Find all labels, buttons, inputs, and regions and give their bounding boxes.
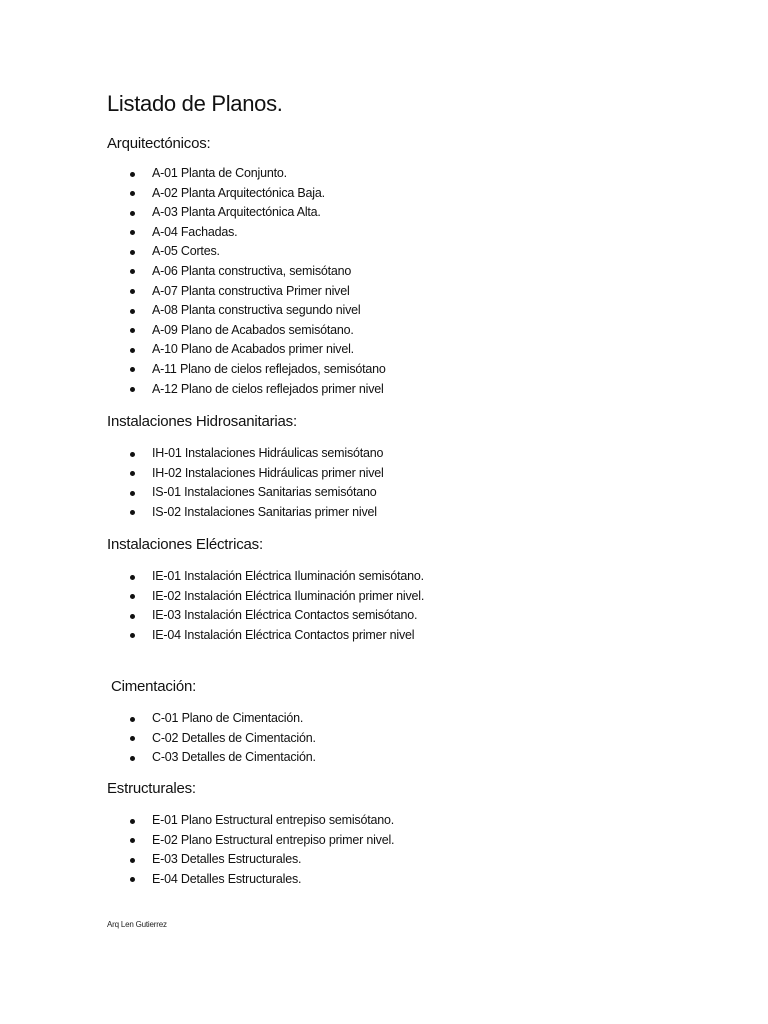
bullet-icon <box>130 756 135 761</box>
page-footer: Arq Len Gutierrez <box>107 920 167 929</box>
bullet-icon <box>130 230 135 235</box>
bullet-icon <box>130 367 135 372</box>
document-page: Listado de Planos. Arquitectónicos: A-01 Planta de Conjunto. A-02 Planta Arquitectónica Baja. A-03 Planta Arquitectónica Alta. A-04 Fachadas. A-05 Cortes. A-06 Planta constructiva, semisótano A-07 Planta constructiva Primer nivel A-08 Planta constructiva segundo nivel A-09 Plano de Acabados semisótano. A-10 Plano de Acabados primer nivel. A-11 Plano de cielos reflejados, semisótano A-12 Plano de cielos reflejados primer nivel Instalaciones Hidrosanitarias: IH-01 Instalaciones Hidráulicas semisótano IH-02 Instalaciones Hidráulicas primer nivel IS-01 Instalaciones Sanitarias semisótano IS-02 Instalaciones Sanitarias primer nivel Instalaciones Eléctricas: IE-01 Instalación Eléctrica Iluminación semisótano. IE-02 Instalación Eléctrica Iluminación primer nivel. IE-03 Instalación Eléctrica Contactos semisótano. IE-04 Instalación Eléctrica Contactos primer nivel Cimentación: C-01 Plano de Cimentación. C-02 Detalles de Cimentación. C-03 Detalles de Cimentación. Estructurales: E-01 Plano Estructural entrepiso semisótano. E-02 Plano Estructural entrepiso primer nivel. E-03 Detalles Estructurales. E-04 Detalles Estructurales. Arq Len Gutierrez <box>107 91 425 929</box>
bullet-icon <box>130 614 135 619</box>
section-heading-cimentacion: Cimentación: <box>107 678 197 695</box>
bullet-icon <box>130 269 135 274</box>
bullet-icon <box>130 452 135 457</box>
bullet-icon <box>130 858 135 863</box>
bullet-icon <box>130 328 135 333</box>
bullet-icon <box>130 211 135 216</box>
bullet-icon <box>130 736 135 741</box>
document-title: Listado de Planos. <box>107 91 283 116</box>
bullet-icon <box>130 633 135 638</box>
bullet-icon <box>130 510 135 515</box>
section-heading-electricas: Instalaciones Eléctricas: <box>107 536 263 553</box>
bullet-icon <box>130 471 135 476</box>
bullet-icon <box>130 250 135 255</box>
bullet-icon <box>130 877 135 882</box>
section-heading-estructurales: Estructurales: <box>107 780 196 797</box>
bullet-icon <box>130 289 135 294</box>
bullet-icon <box>130 819 135 824</box>
bullet-icon <box>130 717 135 722</box>
bullet-icon <box>130 594 135 599</box>
bullet-icon <box>130 838 135 843</box>
bullet-icon <box>130 348 135 353</box>
section-heading-arquitectonicos: Arquitectónicos: <box>107 135 211 152</box>
bullet-icon <box>130 387 135 392</box>
bullet-icon <box>130 575 135 580</box>
bullet-icon <box>130 191 135 196</box>
section-heading-hidrosanitarias: Instalaciones Hidrosanitarias: <box>107 413 297 430</box>
bullet-icon <box>130 309 135 314</box>
bullet-icon <box>130 491 135 496</box>
bullet-icon <box>130 172 135 177</box>
